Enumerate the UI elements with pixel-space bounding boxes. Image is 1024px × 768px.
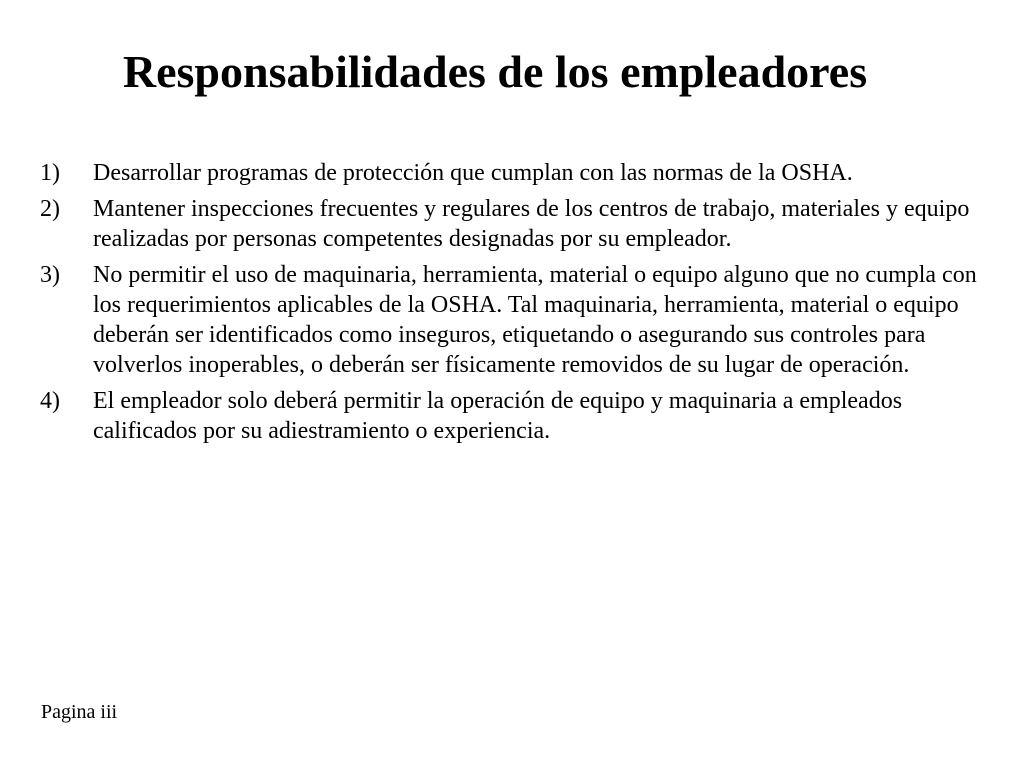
responsibilities-list — [40, 158, 985, 452]
list-item-number: 1) — [40, 160, 60, 186]
list-item-text: Desarrollar programas de protección que cumplan con las normas de la OSHA. — [93, 160, 853, 186]
list-item — [40, 158, 985, 188]
list-item — [40, 386, 985, 446]
page-footer: Pagina iii — [41, 701, 118, 723]
list-item-text: Mantener inspecciones frecuentes y regulares de los centros de trabajo, materiales y equipo realizadas por personas competentes designadas por su empleador. — [93, 196, 970, 252]
slide-title: Responsabilidades de los empleadores — [122, 46, 868, 97]
list-item-text: El empleador solo deberá permitir la operación de equipo y maquinaria a empleados calificados por su adiestramiento o experiencia. — [93, 388, 903, 444]
list-item — [40, 260, 985, 380]
list-item-number: 3) — [40, 262, 60, 288]
list-item-number: 2) — [40, 196, 60, 222]
list-item — [40, 194, 985, 254]
list-item-text: No permitir el uso de maquinaria, herramienta, material o equipo alguno que no cumpla con los requerimientos aplicables de la OSHA. Tal maquinaria, herramienta, material o equipo deberán ser identificados como inseguros, etiquetando o asegurando sus controles para volverlos inoperables, o deberán ser físicamente removidos de su lugar de operación. — [93, 262, 977, 378]
list-item-number: 4) — [40, 388, 60, 414]
